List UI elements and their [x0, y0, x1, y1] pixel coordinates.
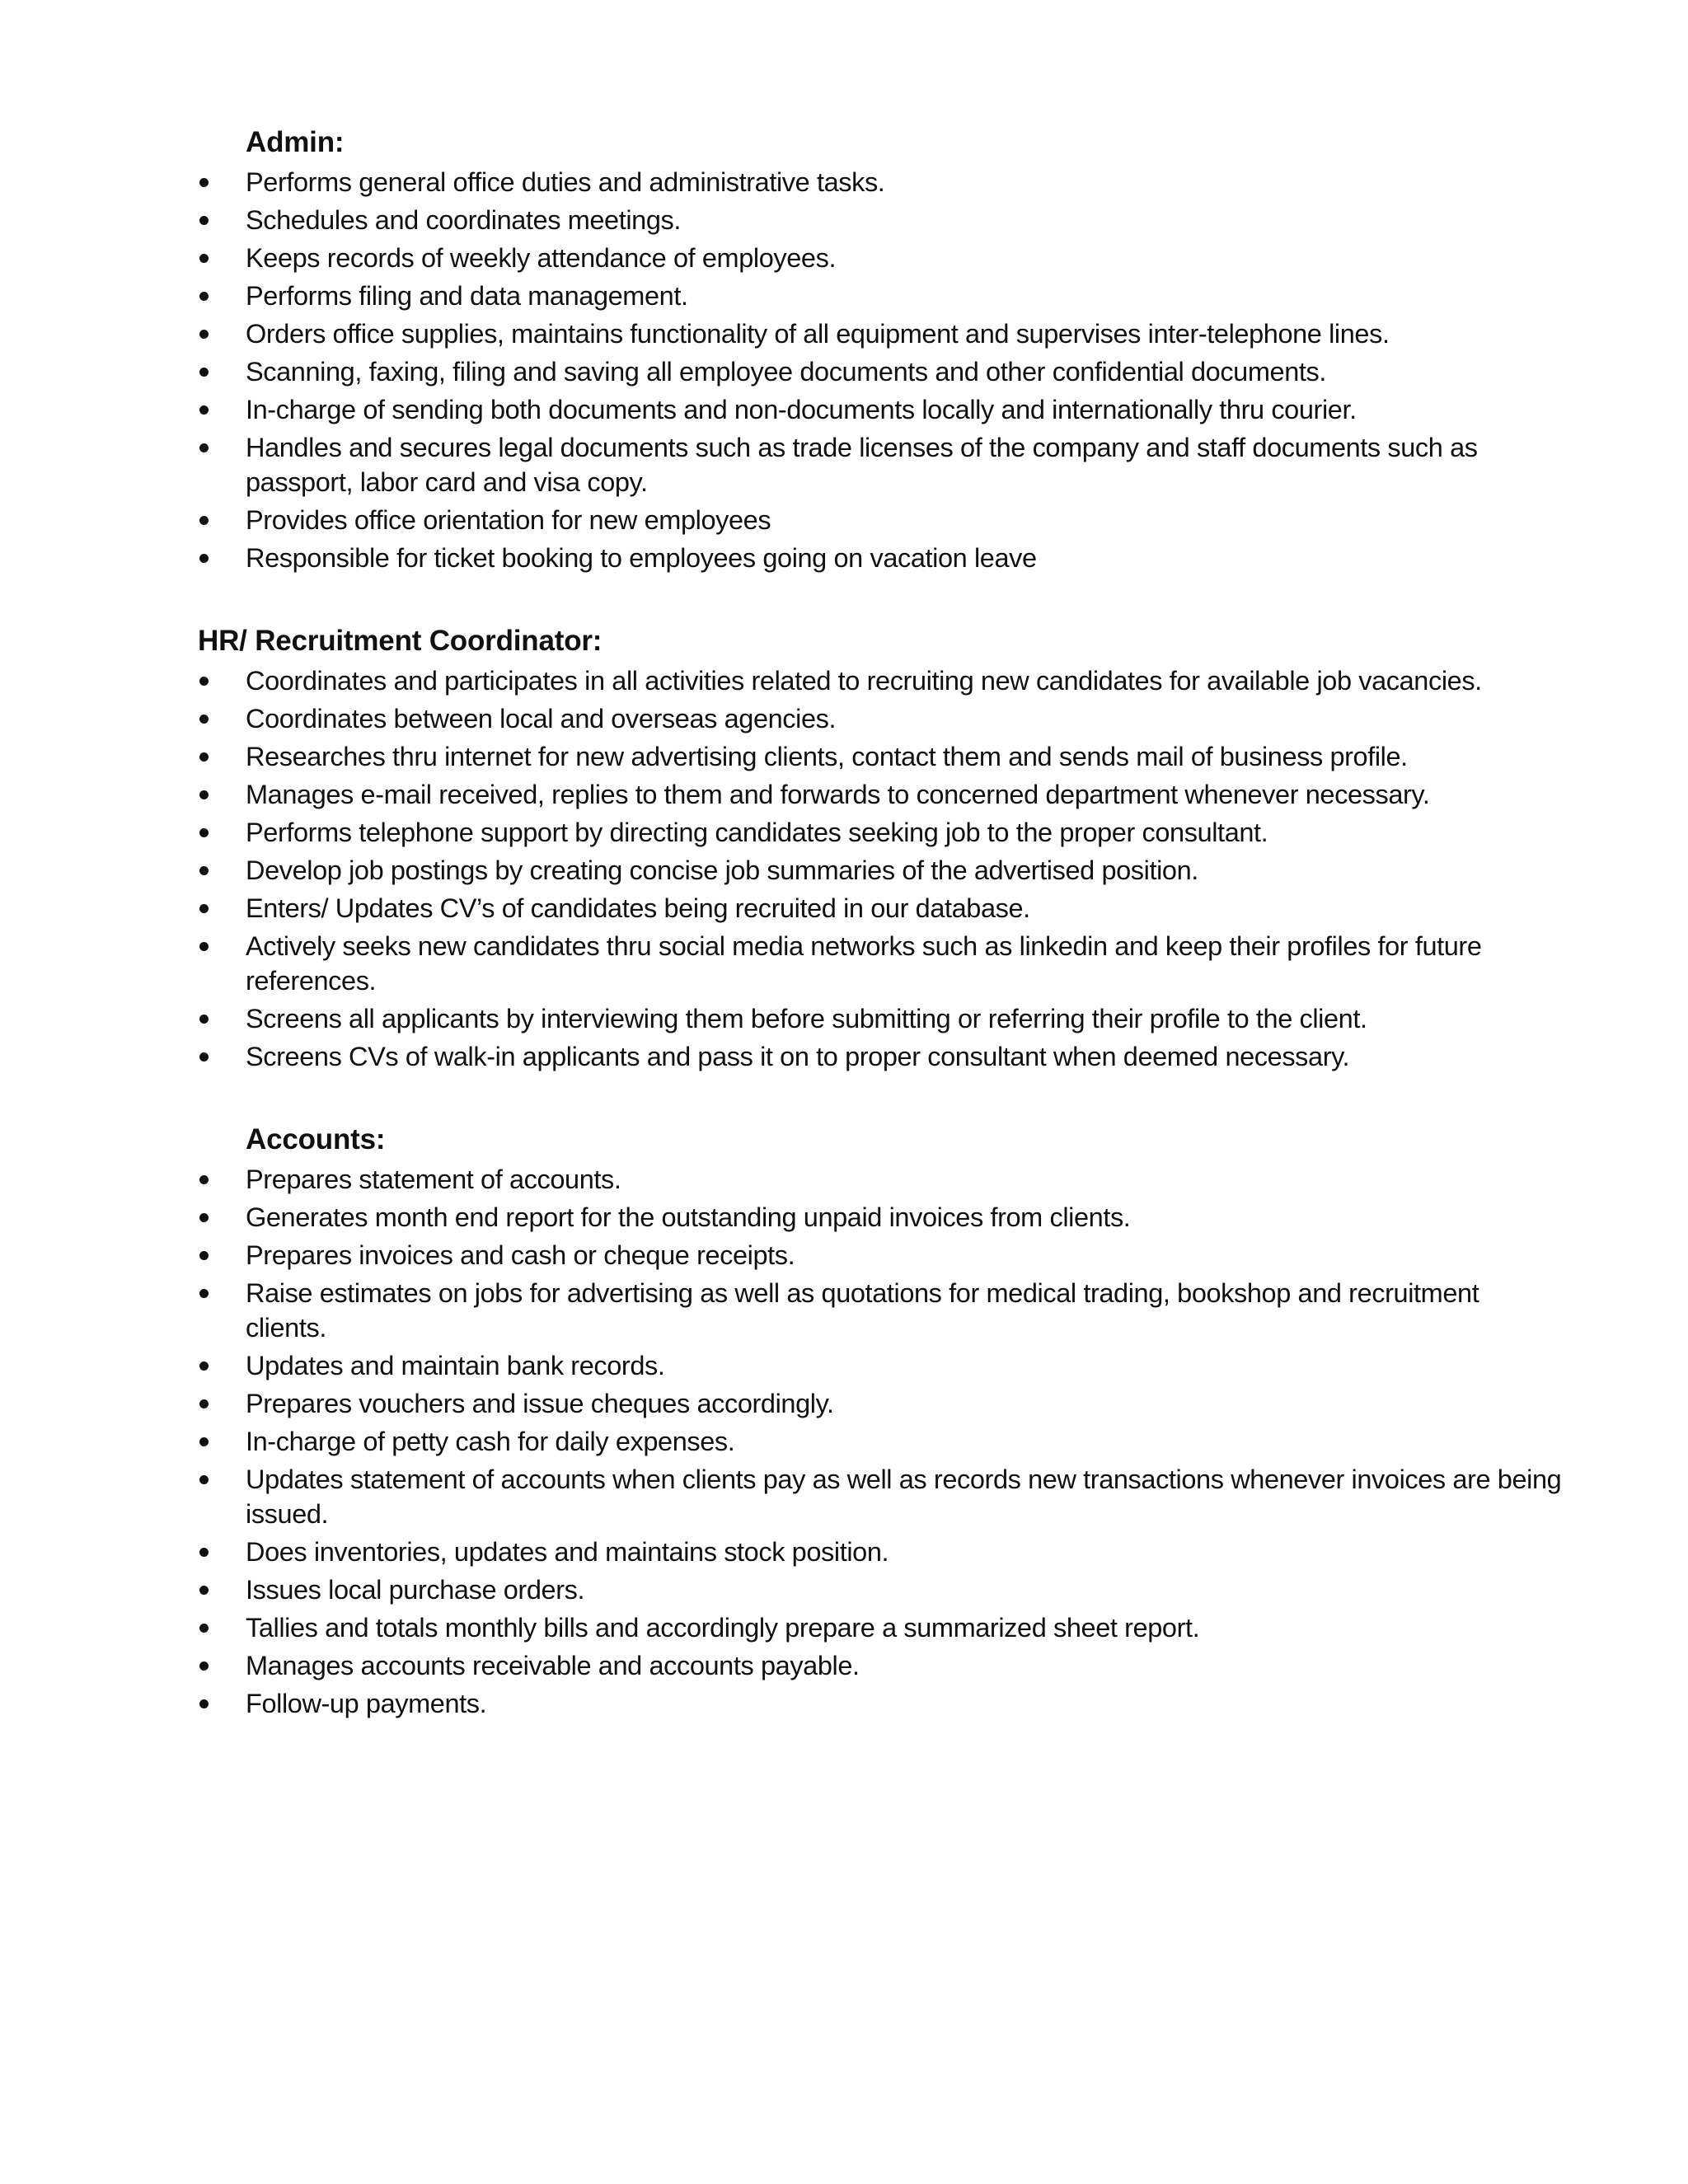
list-item	[198, 1386, 1566, 1421]
list-item	[198, 203, 1566, 237]
bullet-icon	[199, 554, 209, 563]
bullet-icon	[199, 1475, 209, 1484]
bullet-icon	[199, 1624, 209, 1633]
list-item	[198, 929, 1566, 998]
list-item-text: Manages e-mail received, replies to them and forwards to concerned department whenever necessary.	[246, 780, 1430, 809]
accounts-list	[198, 1162, 1566, 1721]
bullet-icon	[199, 1586, 209, 1595]
list-item-text: Manages accounts receivable and accounts payable.	[246, 1651, 860, 1680]
list-item	[198, 701, 1566, 736]
bullet-icon	[199, 790, 209, 799]
list-item-text: Prepares invoices and cash or cheque receipts.	[246, 1240, 795, 1270]
bullet-icon	[199, 866, 209, 875]
bullet-icon	[199, 178, 209, 187]
list-item-text: Updates and maintain bank records.	[246, 1351, 665, 1380]
list-item-text: Coordinates and participates in all activities related to recruiting new candidates for available job vacancies.	[246, 666, 1482, 696]
list-item	[198, 165, 1566, 199]
list-item-text: Tallies and totals monthly bills and accordingly prepare a summarized sheet report.	[246, 1613, 1200, 1643]
bullet-icon	[199, 516, 209, 525]
list-item-text: Performs telephone support by directing candidates seeking job to the proper consultant.	[246, 818, 1268, 847]
list-item	[198, 739, 1566, 774]
bullet-icon	[199, 254, 209, 263]
bullet-icon	[199, 1399, 209, 1408]
list-item-text: Generates month end report for the outstanding unpaid invoices from clients.	[246, 1202, 1131, 1232]
hr-section	[198, 622, 1566, 1074]
list-item	[198, 1276, 1566, 1345]
list-item-text: Enters/ Updates CV’s of candidates being recruited in our database.	[246, 893, 1030, 923]
list-item-text: Scanning, faxing, filing and saving all employee documents and other confidential documents.	[246, 357, 1326, 387]
bullet-icon	[199, 1699, 209, 1708]
list-item	[198, 541, 1566, 575]
list-item	[198, 853, 1566, 888]
list-item-text: Updates statement of accounts when clients pay as well as records new transactions whenever invoices are being issued.	[246, 1465, 1562, 1529]
list-item	[198, 1348, 1566, 1383]
list-item-text: Coordinates between local and overseas agencies.	[246, 704, 837, 733]
list-item-text: Performs filing and data management.	[246, 281, 688, 311]
list-item	[198, 1039, 1566, 1074]
list-item-text: Handles and secures legal documents such as trade licenses of the company and staff documents such as passport, labor card and visa copy.	[246, 433, 1478, 497]
bullet-icon	[199, 1437, 209, 1446]
list-item	[198, 1572, 1566, 1607]
list-item-text: In-charge of petty cash for daily expenses.	[246, 1427, 735, 1456]
bullet-icon	[199, 1052, 209, 1062]
hr-heading: HR/ Recruitment Coordinator:	[198, 625, 603, 657]
bullet-icon	[199, 1251, 209, 1260]
admin-heading: Admin:	[246, 126, 345, 158]
hr-list	[198, 663, 1566, 1074]
list-item	[198, 815, 1566, 850]
list-item	[198, 777, 1566, 812]
accounts-heading: Accounts:	[246, 1123, 386, 1155]
list-item	[198, 316, 1566, 351]
list-item-text: Screens CVs of walk-in applicants and pass it on to proper consultant when deemed necessary.	[246, 1042, 1350, 1071]
list-item	[198, 241, 1566, 275]
bullet-icon	[199, 216, 209, 225]
list-item	[198, 1462, 1566, 1531]
list-item	[198, 1200, 1566, 1235]
bullet-icon	[199, 443, 209, 452]
bullet-icon	[199, 330, 209, 339]
list-item-text: Does inventories, updates and maintains stock position.	[246, 1537, 889, 1567]
bullet-icon	[199, 1361, 209, 1371]
list-item-text: Prepares vouchers and issue cheques accordingly.	[246, 1389, 834, 1418]
list-item-text: Performs general office duties and administrative tasks.	[246, 167, 885, 197]
list-item	[198, 1238, 1566, 1272]
bullet-icon	[199, 368, 209, 377]
bullet-icon	[199, 828, 209, 837]
list-item-text: Responsible for ticket booking to employees going on vacation leave	[246, 543, 1037, 573]
bullet-icon	[199, 292, 209, 301]
bullet-icon	[199, 1175, 209, 1184]
list-item-text: Screens all applicants by interviewing them before submitting or referring their profile to the client.	[246, 1004, 1367, 1033]
list-item-text: Schedules and coordinates meetings.	[246, 205, 682, 235]
admin-section	[198, 124, 1566, 575]
bullet-icon	[199, 677, 209, 686]
bullet-icon	[199, 942, 209, 951]
list-item	[198, 1424, 1566, 1459]
list-item	[198, 392, 1566, 427]
accounts-section	[198, 1121, 1566, 1721]
list-item-text: Orders office supplies, maintains functionality of all equipment and supervises inter-telephone lines.	[246, 319, 1390, 349]
list-item-text: Develop job postings by creating concise job summaries of the advertised position.	[246, 855, 1198, 885]
list-item-text: In-charge of sending both documents and non-documents locally and internationally thru courier.	[246, 395, 1357, 424]
list-item	[198, 503, 1566, 537]
bullet-icon	[199, 1661, 209, 1671]
list-item-text: Follow-up payments.	[246, 1689, 487, 1718]
list-item	[198, 1001, 1566, 1036]
list-item	[198, 1535, 1566, 1569]
list-item	[198, 1648, 1566, 1683]
bullet-icon	[199, 1548, 209, 1557]
bullet-icon	[199, 1213, 209, 1222]
list-item-text: Actively seeks new candidates thru social media networks such as linkedin and keep their profiles for future references.	[246, 931, 1482, 996]
list-item	[198, 279, 1566, 313]
list-item	[198, 663, 1566, 698]
bullet-icon	[199, 1289, 209, 1298]
admin-list	[198, 165, 1566, 575]
list-item-text: Keeps records of weekly attendance of employees.	[246, 243, 837, 273]
list-item-text: Prepares statement of accounts.	[246, 1165, 621, 1194]
list-item-text: Raise estimates on jobs for advertising as well as quotations for medical trading, bookshop and recruitment clients.	[246, 1278, 1479, 1343]
list-item	[198, 354, 1566, 389]
bullet-icon	[199, 752, 209, 762]
list-item-text: Researches thru internet for new advertising clients, contact them and sends mail of business profile.	[246, 742, 1408, 771]
list-item	[198, 1162, 1566, 1197]
list-item-text: Provides office orientation for new employees	[246, 505, 771, 535]
bullet-icon	[199, 1015, 209, 1024]
list-item	[198, 1686, 1566, 1721]
list-item-text: Issues local purchase orders.	[246, 1575, 585, 1605]
list-item	[198, 430, 1566, 499]
list-item	[198, 1610, 1566, 1645]
bullet-icon	[199, 715, 209, 724]
bullet-icon	[199, 405, 209, 415]
bullet-icon	[199, 904, 209, 913]
list-item	[198, 891, 1566, 926]
